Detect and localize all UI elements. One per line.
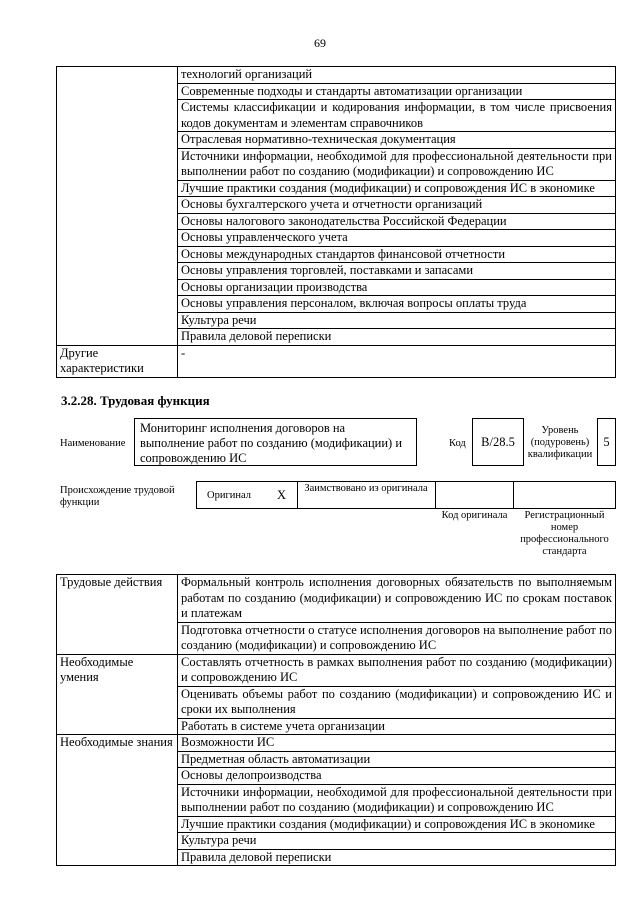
name-label: Наименование [60, 438, 126, 449]
top-label-cell [57, 67, 178, 346]
main-item-cell: Возможности ИС [178, 735, 616, 752]
main-item-cell: Подготовка отчетности о статусе исполнения договоров на выполнение работ по созданию (модификации) и сопровождению ИС [178, 622, 616, 654]
function-name-box [134, 418, 417, 466]
main-row [57, 654, 616, 686]
section-title: 3.2.28. Трудовая функция [61, 393, 210, 408]
borrowed-label: Заимствовано из оригинала [304, 483, 428, 494]
main-row [57, 575, 616, 623]
top-item-cell: Основы управленческого учета [178, 230, 616, 247]
code-caption: Код оригинала [441, 510, 508, 521]
level-label: Уровень (подуровень) квалификации [527, 425, 593, 460]
labor-function-table [56, 574, 616, 866]
level-box [597, 418, 616, 466]
top-item-cell: - [178, 345, 616, 377]
top-item-cell: Основы международных стандартов финансовой отчетности [178, 246, 616, 263]
top-item-cell: Основы управления персоналом, включая вопросы оплаты труда [178, 296, 616, 313]
main-item-cell: Работать в системе учета организации [178, 718, 616, 735]
top-row [57, 345, 616, 377]
top-item-cell: Основы бухгалтерского учета и отчетности организаций [178, 197, 616, 214]
origin-row [196, 481, 436, 509]
top-item-cell: Отраслевая нормативно-техническая документация [178, 132, 616, 149]
top-row [57, 67, 616, 84]
main-item-cell: Культура речи [178, 833, 616, 850]
top-item-cell: Современные подходы и стандарты автоматизации организации [178, 83, 616, 100]
level-value: 5 [603, 435, 610, 449]
top-item-cell: Основы налогового законодательства Российской Федерации [178, 213, 616, 230]
top-item-cell: Правила деловой переписки [178, 329, 616, 346]
original-mark: X [277, 488, 287, 502]
origin-divider [297, 482, 298, 508]
code-label: Код [449, 438, 466, 449]
main-label-cell: Необходимые знания [57, 735, 178, 866]
top-item-cell: Системы классификации и кодирования информации, в том числе присвоения кодов документам и элементам справочников [178, 100, 616, 132]
main-item-cell: Составлять отчетность в рамках выполнения работ по созданию (модификации) и сопровождению ИС [178, 654, 616, 686]
origin-reg-box [513, 481, 616, 509]
main-row [57, 735, 616, 752]
main-item-cell: Формальный контроль исполнения договорных обязательств по выполняемым работам по созданию (модификации) и сопровождению ИС по срокам поставок и платежам [178, 575, 616, 623]
main-item-cell: Лучшие практики создания (модификации) и сопровождения ИС в экономике [178, 816, 616, 833]
page-number: 69 [314, 36, 326, 50]
top-item-cell: Основы управления торговлей, поставками и запасами [178, 263, 616, 280]
main-label-cell: Необходимые умения [57, 654, 178, 735]
main-label-cell: Трудовые действия [57, 575, 178, 655]
top-item-cell: технологий организаций [178, 67, 616, 84]
top-item-cell: Лучшие практики создания (модификации) и сопровождения ИС в экономике [178, 180, 616, 197]
code-box [472, 418, 524, 466]
code-value: B/28.5 [481, 435, 515, 449]
main-item-cell: Предметная область автоматизации [178, 751, 616, 768]
origin-code-box [435, 481, 514, 509]
reg-caption: Регистрационный номер профессионального стандарта [520, 510, 609, 557]
main-item-cell: Основы делопроизводства [178, 768, 616, 785]
top-requirements-table [56, 66, 616, 378]
top-item-cell: Культура речи [178, 312, 616, 329]
original-label: Оригинал [207, 490, 251, 501]
function-name: Мониторинг исполнения договоров на выполнение работ по созданию (модификации) и сопровождению ИС [140, 421, 403, 465]
origin-label: Происхождение трудовой функции [60, 485, 175, 508]
top-label-cell: Другие характеристики [57, 345, 178, 377]
main-item-cell: Оценивать объемы работ по созданию (модификации) и сопровождению ИС и сроки их выполнения [178, 686, 616, 718]
main-item-cell: Источники информации, необходимой для профессиональной деятельности при выполнении работ по созданию (модификации) и сопровождению ИС [178, 784, 616, 816]
top-item-cell: Основы организации производства [178, 279, 616, 296]
top-item-cell: Источники информации, необходимой для профессиональной деятельности при выполнении работ по созданию (модификации) и сопровождению ИС [178, 148, 616, 180]
main-item-cell: Правила деловой переписки [178, 849, 616, 866]
